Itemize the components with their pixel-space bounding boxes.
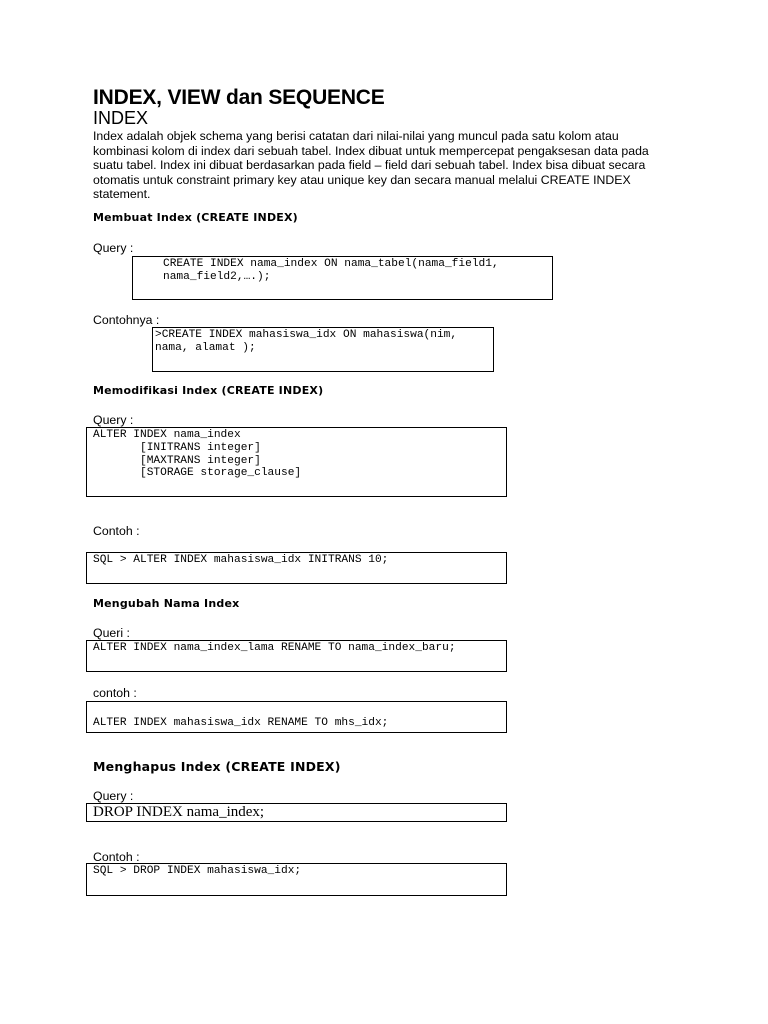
code-create-query: CREATE INDEX nama_index ON nama_tabel(nama_field1, nama_field2,….); [163,258,499,283]
label-drop-query: Query : [93,789,134,803]
section-title-index: INDEX [93,108,149,128]
code-drop-query: DROP INDEX nama_index; [93,804,265,820]
label-alter-example: Contoh : [93,524,140,538]
code-create-example: >CREATE INDEX mahasiswa_idx ON mahasiswa(nim, nama, alamat ); [155,329,458,354]
code-box-create-query [132,256,553,300]
code-rename-query: ALTER INDEX nama_index_lama RENAME TO nama_index_baru; [93,642,456,654]
code-box-alter-query [86,427,507,497]
label-create-query: Query : [93,241,134,255]
label-alter-query: Query : [93,413,134,427]
code-box-rename-query [86,640,507,672]
heading-drop-index: Menghapus Index (CREATE INDEX) [93,759,341,774]
code-drop-example: SQL > DROP INDEX mahasiswa_idx; [93,865,302,877]
label-create-example: Contohnya : [93,313,160,327]
code-box-drop-example [86,863,507,896]
heading-rename-index: Mengubah Nama Index [93,597,240,610]
heading-alter-index: Memodifikasi Index (CREATE INDEX) [93,384,324,397]
page-title: INDEX, VIEW dan SEQUENCE [93,86,385,109]
heading-create-index: Membuat Index (CREATE INDEX) [93,211,298,224]
label-rename-query: Queri : [93,626,130,640]
code-alter-example: SQL > ALTER INDEX mahasiswa_idx INITRANS 10; [93,554,389,566]
code-box-create-example [152,327,494,372]
code-box-alter-example [86,552,507,584]
code-alter-query: ALTER INDEX nama_index [INITRANS integer] [MAXTRANS integer] [STORAGE storage_clause] [93,429,302,480]
intro-paragraph: Index adalah objek schema yang berisi catatan dari nilai-nilai yang muncul pada satu kolom atau kombinasi kolom di index dari sebuah tabel. Index dibuat untuk mempercepat pengaksesan data pada suatu tabel. Index ini dibuat berdasarkan pada field – field dari sebuah tabel. Index bisa dibuat secara otomatis untuk constraint primary key atau unique key dan secara manual melalui CREATE INDEX statement. [93,129,649,202]
code-box-rename-example [86,701,507,733]
label-drop-example: Contoh : [93,850,140,864]
code-rename-example: ALTER INDEX mahasiswa_idx RENAME TO mhs_idx; [93,717,389,729]
code-box-drop-query [86,803,507,822]
label-rename-example: contoh : [93,686,137,700]
